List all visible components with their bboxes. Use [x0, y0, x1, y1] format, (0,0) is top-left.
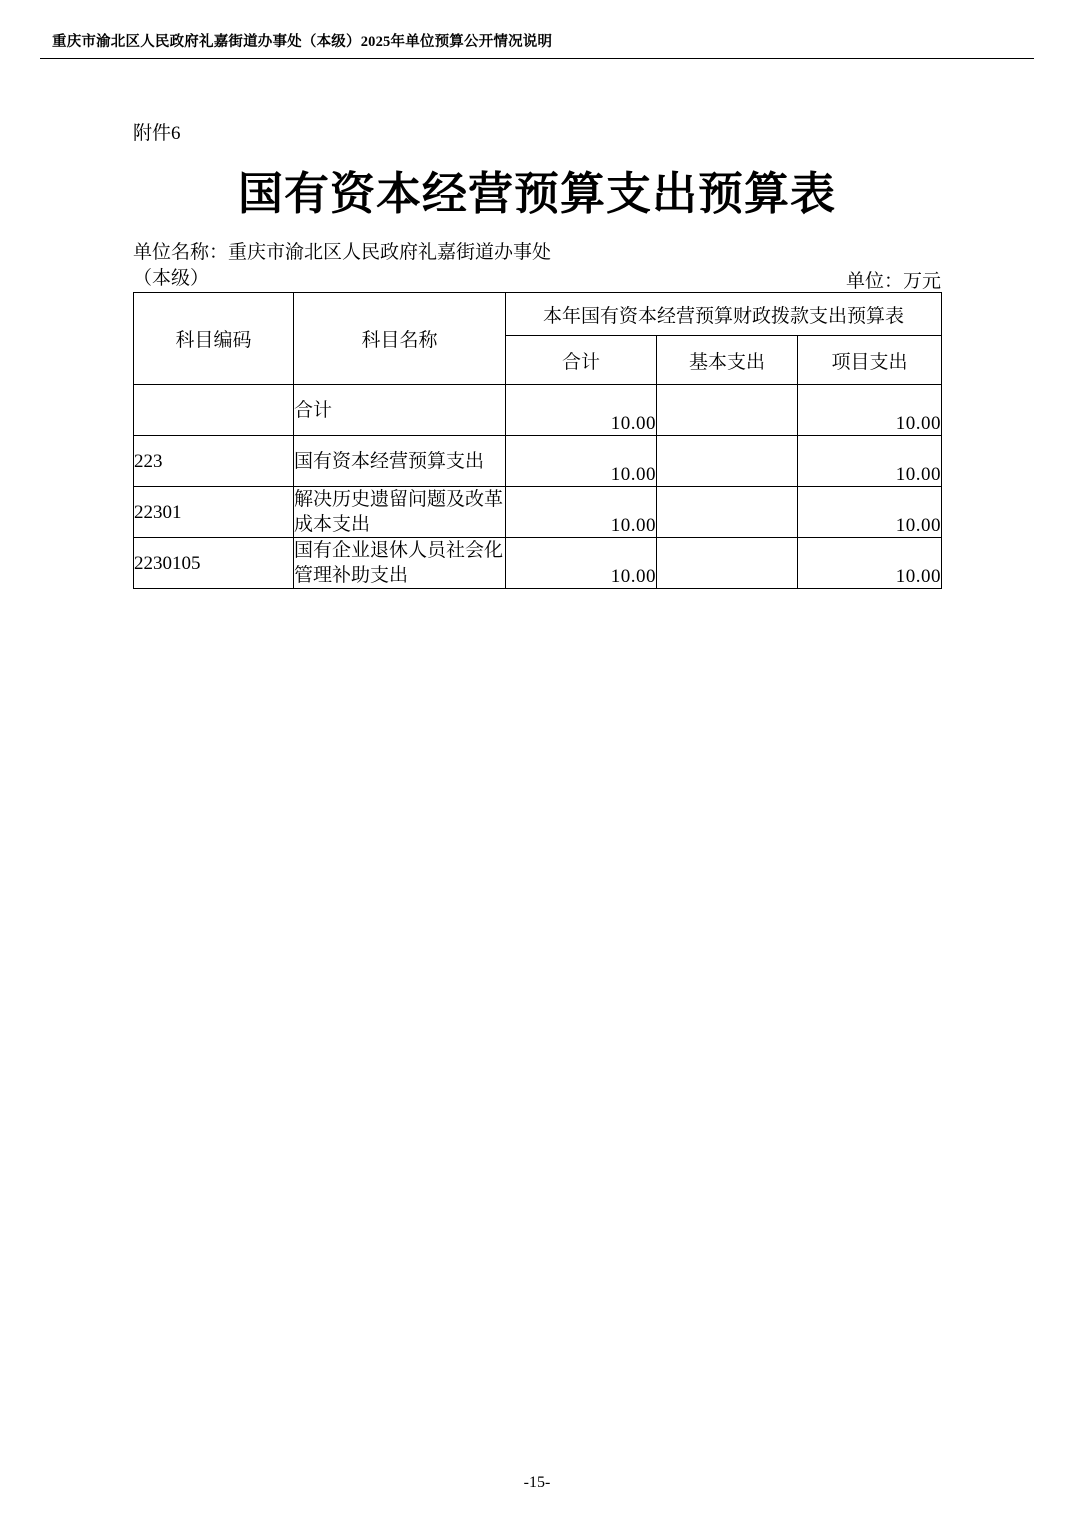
cell-total: 10.00: [506, 385, 657, 436]
cell-project: 10.00: [798, 436, 942, 487]
page-title: 国有资本经营预算支出预算表: [237, 169, 836, 219]
cell-name: 国有企业退休人员社会化管理补助支出: [294, 538, 506, 589]
cell-name: 国有资本经营预算支出: [294, 436, 506, 487]
cell-basic: [657, 385, 798, 436]
budget-table: [133, 292, 942, 589]
cell-total: 10.00: [506, 487, 657, 538]
attachment-label: 附件6: [133, 123, 181, 144]
cell-project: 10.00: [798, 385, 942, 436]
document-body: [0, 118, 1074, 589]
table-header-row-1: [134, 293, 942, 336]
header-divider: [40, 58, 1034, 59]
cell-name: 合计: [294, 385, 506, 436]
cell-code: [134, 385, 294, 436]
table-row: [134, 538, 942, 589]
page-number: -15-: [523, 1474, 551, 1491]
col-header-group: 本年国有资本经营预算财政拨款支出预算表: [506, 293, 942, 336]
unit-measure-label: 单位：万元: [845, 271, 941, 292]
cell-basic: [657, 487, 798, 538]
table-row: [134, 487, 942, 538]
cell-project: 10.00: [798, 538, 942, 589]
table-row: [134, 436, 942, 487]
cell-code: 223: [134, 436, 294, 487]
cell-basic: [657, 538, 798, 589]
cell-total: 10.00: [506, 436, 657, 487]
unit-name-label: 单位名称：重庆市渝北区人民政府礼嘉街道办事处（本级）: [133, 242, 552, 289]
running-header: [0, 0, 1074, 59]
cell-code: 22301: [134, 487, 294, 538]
col-header-total: 合计: [506, 336, 657, 385]
col-header-code: 科目编码: [134, 293, 294, 385]
table-body: [134, 385, 942, 589]
cell-project: 10.00: [798, 487, 942, 538]
col-header-basic: 基本支出: [657, 336, 798, 385]
cell-total: 10.00: [506, 538, 657, 589]
cell-code: 2230105: [134, 538, 294, 589]
table-head: [134, 293, 942, 385]
col-header-name: 科目名称: [294, 293, 506, 385]
meta-row: [0, 240, 1074, 292]
running-header-title: 重庆市渝北区人民政府礼嘉街道办事处（本级）2025年单位预算公开情况说明: [52, 34, 553, 50]
cell-name: 解决历史遗留问题及改革成本支出: [294, 487, 506, 538]
table-row: [134, 385, 942, 436]
cell-basic: [657, 436, 798, 487]
col-header-project: 项目支出: [798, 336, 942, 385]
